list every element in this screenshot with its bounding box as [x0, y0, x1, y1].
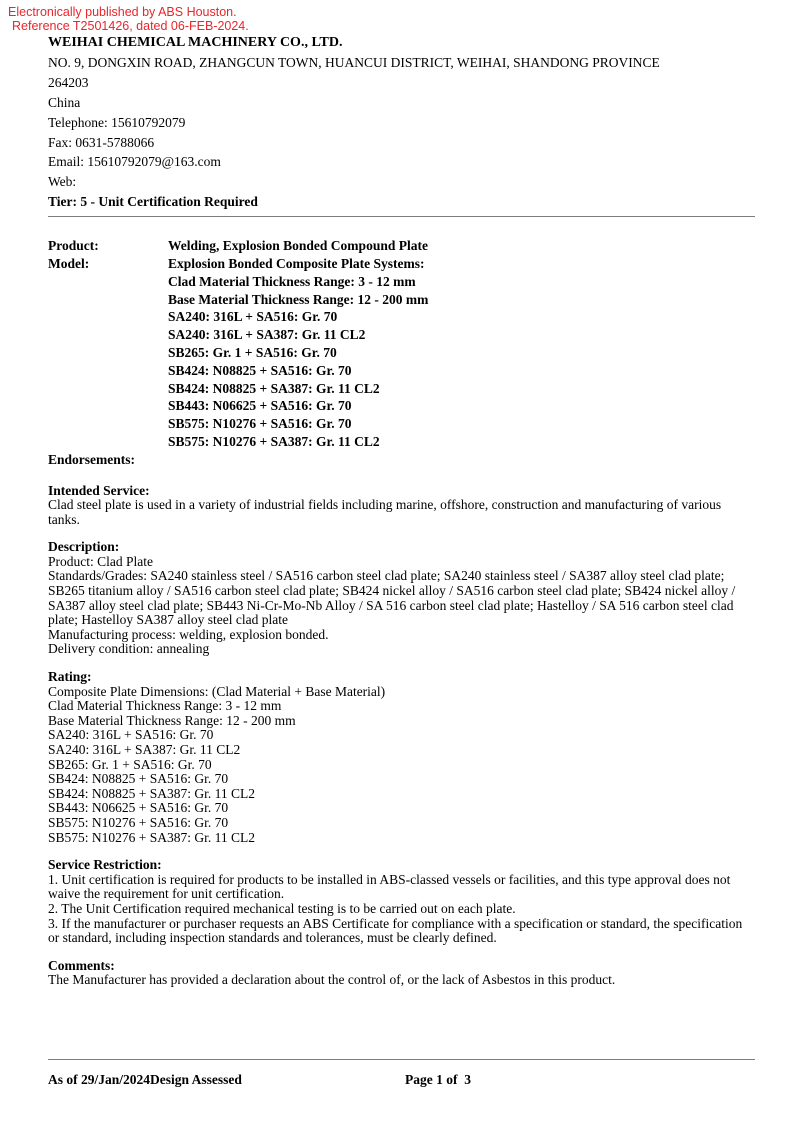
description-line: Standards/Grades: SA240 stainless steel / SA516 carbon steel clad plate; SA240 stainless steel / SA387 alloy steel clad plate; SB265 titanium alloy / SA516 carbon steel clad plate; SB424 nickel alloy / SA516 carbon steel clad plate; SB424 nickel alloy / SA387 alloy steel clad plate; SB443 Ni-Cr-Mo-Nb Alloy / SA 516 carbon steel clad plate; Hastelloy / SA 516 carbon steel clad plate; Hastelloy SA387 alloy steel clad plate	[48, 568, 736, 628]
model-line: SB575: N10276 + SA387: Gr. 11 CL2	[168, 433, 380, 449]
rating-line: SB265: Gr. 1 + SA516: Gr. 70	[48, 756, 212, 772]
model-label: Model:	[48, 255, 90, 271]
comments-body: The Manufacturer has provided a declaration about the control of, or the lack of Asbestos in this product.	[48, 972, 616, 988]
company-address-line: NO. 9, DONGXIN ROAD, ZHANGCUN TOWN, HUANCUI DISTRICT, WEIHAI, SHANDONG PROVINCE	[48, 54, 660, 70]
company-address	[48, 53, 755, 113]
service-restriction-items	[48, 873, 755, 946]
rating-heading: Rating:	[48, 669, 92, 685]
service-restriction-section	[48, 858, 755, 946]
company-contact-line: Email: 15610792079@163.com	[48, 154, 221, 170]
product-model-block	[48, 237, 755, 451]
intended-service-body: Clad steel plate is used in a variety of industrial fields including marine, offshore, construction and manufacturing of various tanks.	[48, 497, 722, 527]
rating-line: SB424: N08825 + SA516: Gr. 70	[48, 771, 229, 787]
company-block	[48, 33, 755, 212]
model-line: SA240: 316L + SA516: Gr. 70	[168, 309, 338, 325]
model-line: SB424: N08825 + SA516: Gr. 70	[168, 362, 352, 378]
description-lines	[48, 555, 755, 657]
service-restriction-item: 1. Unit certification is required for products to be installed in ABS-classed vessels or facilities, and this type approval does not waive the requirement for unit certification.	[48, 871, 731, 902]
footer-page-number: Page 1 of 3	[405, 1072, 471, 1087]
comments-section	[48, 959, 755, 988]
company-address-line: 264203	[48, 74, 89, 90]
published-notice	[0, 0, 800, 33]
comments-heading: Comments:	[48, 957, 115, 973]
model-line: SB424: N08825 + SA387: Gr. 11 CL2	[168, 380, 380, 396]
service-restriction-item: 2. The Unit Certification required mechanical testing is to be carried out on each plate.	[48, 900, 516, 916]
product-value: Welding, Explosion Bonded Compound Plate	[168, 238, 428, 254]
model-line: SB575: N10276 + SA516: Gr. 70	[168, 416, 352, 432]
company-name: WEIHAI CHEMICAL MACHINERY CO., LTD.	[48, 35, 343, 50]
intended-service-heading: Intended Service:	[48, 482, 150, 498]
description-section	[48, 540, 755, 657]
model-line: SB443: N06625 + SA516: Gr. 70	[168, 398, 352, 414]
company-contact	[48, 113, 755, 193]
footer	[48, 1071, 755, 1089]
intended-service-section	[48, 484, 755, 528]
company-contact-line: Web:	[48, 174, 77, 190]
model-lines	[168, 255, 755, 451]
footer-assessment-date: As of 29/Jan/2024Design Assessed	[48, 1072, 242, 1087]
description-heading: Description:	[48, 539, 120, 555]
service-restriction-heading: Service Restriction:	[48, 857, 162, 873]
model-line: SB265: Gr. 1 + SA516: Gr. 70	[168, 344, 337, 360]
company-address-line: China	[48, 94, 81, 110]
rating-line: Base Material Thickness Range: 12 - 200 mm	[48, 712, 296, 728]
published-notice-reference: Reference T2501426, dated 06-FEB-2024.	[12, 19, 249, 33]
model-line: Base Material Thickness Range: 12 - 200 mm	[168, 291, 429, 307]
product-label: Product:	[48, 238, 99, 254]
model-line: Clad Material Thickness Range: 3 - 12 mm	[168, 273, 416, 289]
rating-line: SB575: N10276 + SA387: Gr. 11 CL2	[48, 829, 256, 845]
tier-line: Tier: 5 - Unit Certification Required	[48, 194, 258, 210]
rating-line: SA240: 316L + SA516: Gr. 70	[48, 727, 214, 743]
model-line: SA240: 316L + SA387: Gr. 11 CL2	[168, 327, 366, 343]
model-line: Explosion Bonded Composite Plate Systems:	[168, 255, 425, 271]
rating-line: SA240: 316L + SA387: Gr. 11 CL2	[48, 742, 241, 758]
endorsements-heading: Endorsements:	[48, 451, 135, 467]
model-row	[48, 255, 755, 451]
description-line: Product: Clad Plate	[48, 553, 153, 569]
description-line: Manufacturing process: welding, explosion bonded.	[48, 626, 329, 642]
service-restriction-item: 3. If the manufacturer or purchaser requests an ABS Certificate for compliance with a specification or standard, the specification or standard, including inspection standards and tolerances, must be clearly defined.	[48, 915, 743, 946]
rating-line: SB443: N06625 + SA516: Gr. 70	[48, 800, 229, 816]
product-row	[48, 237, 755, 255]
rating-line: SB575: N10276 + SA516: Gr. 70	[48, 814, 229, 830]
rating-line: Composite Plate Dimensions: (Clad Material + Base Material)	[48, 683, 386, 699]
header-divider	[48, 216, 755, 217]
rating-section	[48, 670, 755, 845]
document-content	[0, 33, 800, 988]
rating-lines	[48, 685, 755, 846]
company-contact-line: Telephone: 15610792079	[48, 114, 186, 130]
published-notice-line: Electronically published by ABS Houston.	[8, 5, 237, 19]
company-contact-line: Fax: 0631-5788066	[48, 134, 155, 150]
rating-line: Clad Material Thickness Range: 3 - 12 mm	[48, 698, 282, 714]
rating-line: SB424: N08825 + SA387: Gr. 11 CL2	[48, 785, 256, 801]
footer-divider	[48, 1059, 755, 1060]
description-line: Delivery condition: annealing	[48, 641, 210, 657]
